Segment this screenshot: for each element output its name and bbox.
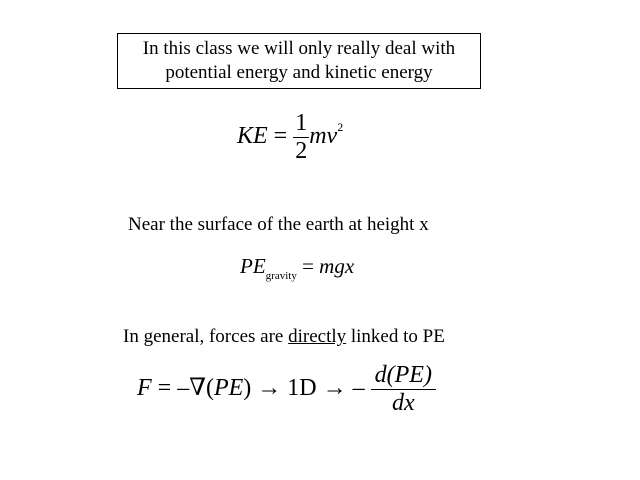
exponent: 2 — [337, 120, 344, 135]
fraction-numerator: 1 — [295, 110, 308, 136]
directly-underlined: directly — [288, 326, 347, 347]
ke-equation — [237, 110, 343, 165]
one-d-label: 1D — [287, 375, 317, 402]
pe-symbol: PE — [213, 375, 244, 402]
mv-term: mv — [309, 123, 338, 150]
equals-sign: = — [273, 123, 288, 150]
f-symbol: F — [137, 375, 152, 402]
intro-line-2: potential energy and kinetic energy — [165, 62, 433, 83]
force-equation — [137, 362, 436, 417]
general-text-after: linked to PE — [346, 326, 445, 347]
mgx-term: mgx — [319, 254, 355, 278]
intro-line-1: In this class we will only really deal with — [142, 38, 456, 59]
pe-equation — [240, 254, 354, 282]
arrow-minus: → – — [322, 375, 365, 402]
general-text — [123, 326, 445, 348]
gravity-subscript: gravity — [265, 270, 297, 282]
derivative-numerator: d(PE) — [371, 362, 436, 390]
fraction-denominator: 2 — [295, 138, 308, 164]
close-paren: ) — [243, 375, 252, 402]
equals-sign: = — [302, 254, 314, 278]
surface-text: Near the surface of the earth at height x — [128, 214, 429, 235]
ke-symbol: KE — [237, 123, 268, 150]
arrow: → — [257, 375, 282, 402]
derivative-denominator: dx — [391, 390, 415, 416]
neg-gradient: = –∇( — [157, 375, 214, 402]
general-text-before: In general, forces are — [123, 326, 289, 347]
intro-box — [117, 33, 481, 89]
derivative-fraction — [371, 362, 436, 417]
pe-symbol: PE — [240, 254, 266, 278]
half-fraction — [293, 110, 309, 165]
